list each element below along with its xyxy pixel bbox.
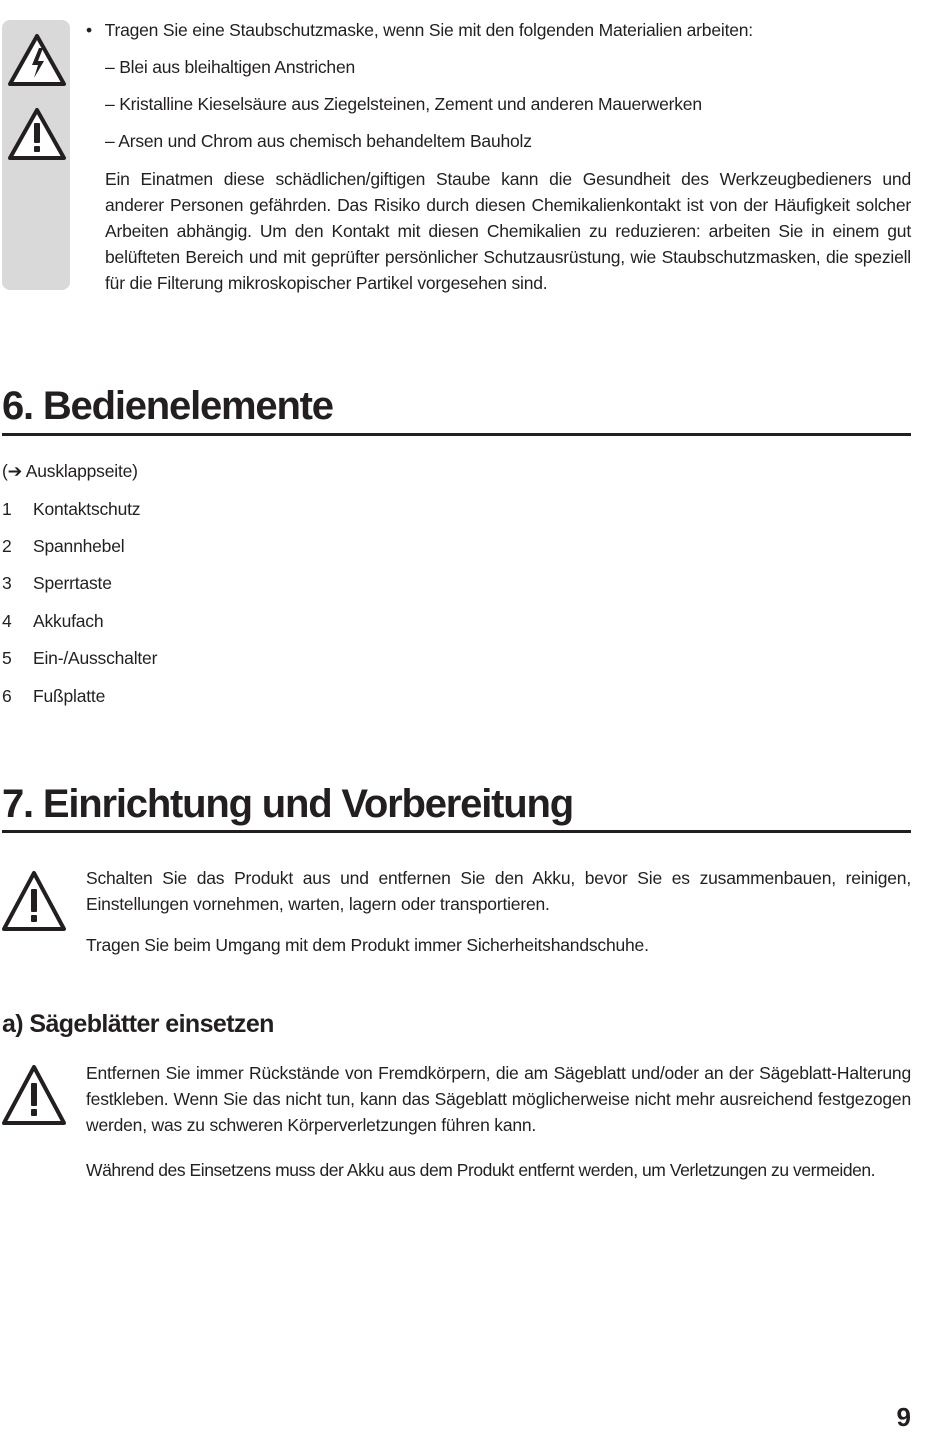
bullet-char: • xyxy=(86,20,92,40)
electric-hazard-icon xyxy=(6,32,68,88)
warning-icon xyxy=(0,869,68,933)
bullet-item xyxy=(86,17,753,43)
section-6-rule xyxy=(2,433,911,436)
control-item-label: Ein-/Ausschalter xyxy=(33,648,158,668)
page-number: 9 xyxy=(896,1402,911,1432)
control-item-label: Fußplatte xyxy=(33,686,106,706)
battery-removal-warning: Schalten Sie das Produkt aus und entfernen Sie den Akku, bevor Sie es zusammenbauen, reinigen, Einstellungen vornehmen, warten, lagern oder transportieren. xyxy=(86,868,911,914)
dash-item: – Arsen und Chrom aus chemisch behandeltem Bauholz xyxy=(105,131,532,151)
warning-icon xyxy=(6,106,68,162)
section-6-heading: 6. Bedienelemente xyxy=(2,384,333,428)
dash-item: – Blei aus bleihaltigen Anstrichen xyxy=(105,57,356,77)
dash-item: – Kristalline Kieselsäure aus Ziegelsteinen, Zement und anderen Mauerwerken xyxy=(105,94,702,114)
subsection-a-heading: a) Sägeblätter einsetzen xyxy=(2,1010,274,1038)
section-7-rule xyxy=(2,830,911,833)
control-item-label: Akkufach xyxy=(33,611,104,631)
warning-icon-bar xyxy=(2,20,70,290)
blade-cleaning-warning: Entfernen Sie immer Rückstände von Fremdkörpern, die am Sägeblatt und/oder an der Sägeblatt-Halterung festkleben. Wenn Sie das nicht tun, kann das Sägeblatt möglicherweise nicht mehr ausreichend festgezogen werden, was zu schweren Körperverletzungen führen kann. xyxy=(86,1063,911,1135)
control-item-number: 6 xyxy=(2,686,12,706)
safety-gloves-note: Tragen Sie beim Umgang mit dem Produkt immer Sicherheitshandschuhe. xyxy=(86,935,649,955)
fold-out-page-reference: (➔ Ausklappseite) xyxy=(2,461,138,481)
bullet-text: Tragen Sie eine Staubschutzmaske, wenn Sie mit den folgenden Materialien arbeiten: xyxy=(104,20,753,40)
section-7-heading: 7. Einrichtung und Vorbereitung xyxy=(2,782,573,826)
control-item-number: 2 xyxy=(2,536,12,556)
control-item-label: Spannhebel xyxy=(33,536,125,556)
battery-removal-note: Während des Einsetzens muss der Akku aus dem Produkt entfernt werden, um Verletzungen zu vermeiden. xyxy=(86,1160,876,1180)
chemical-exposure-paragraph: Ein Einatmen diese schädlichen/giftigen Staube kann die Gesundheit des Werkzeugbedieners und anderer Personen gefährden. Das Risiko durch diesen Chemikalienkontakt ist von der Häufigkeit solcher Arbeiten abhängig. Um den Kontakt mit diesen Chemikalien zu reduzieren: arbeiten Sie in einem gut belüfteten Bereich und mit geprüfter persönlicher Schutzausrüstung, wie Staubschutzmasken, die speziell für die Filterung mikroskopischer Partikel vorgesehen sind. xyxy=(105,169,911,293)
control-item-label: Sperrtaste xyxy=(33,573,112,593)
control-item-number: 4 xyxy=(2,611,12,631)
warning-icon xyxy=(0,1063,68,1127)
control-item-number: 5 xyxy=(2,648,12,668)
control-item-label: Kontaktschutz xyxy=(33,499,141,519)
control-item-number: 3 xyxy=(2,573,12,593)
control-item-number: 1 xyxy=(2,499,12,519)
